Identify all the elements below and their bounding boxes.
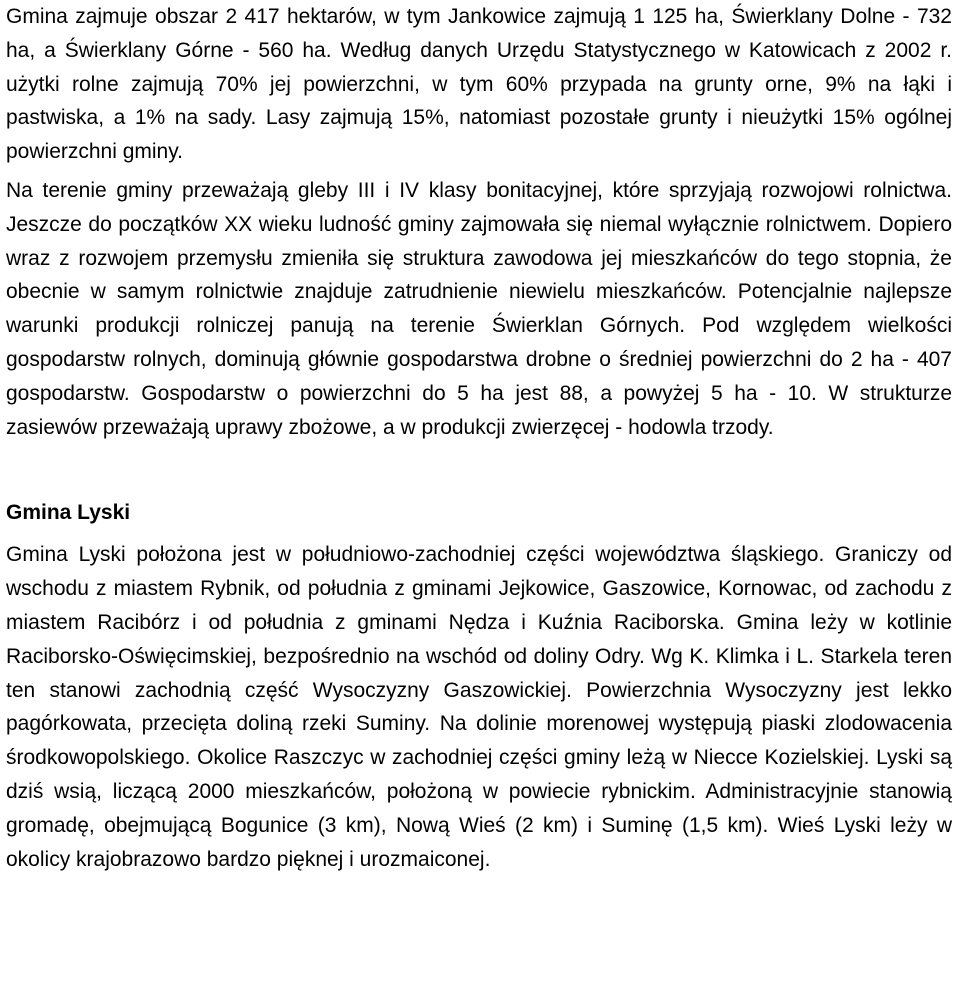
section-heading: Gmina Lyski bbox=[6, 501, 131, 525]
paragraph-agriculture: Na terenie gminy przeważają gleby III i IV klasy bonitacyjnej, które sprzyjają rozwojowi rolnictwa. Jeszcze do początków XX wieku ludność gminy zajmowała się niemal wyłącznie rolnictwem. Dopiero wraz z rozwojem przemysłu zmieniła się struktura zawodowa jej mieszkańców do tego stopnia, że obecnie w samym rolnictwie znajduje zatrudnienie niewielu mieszkańców. Potencjalnie najlepsze warunki produkcji rolniczej panują na terenie Świerklan Górnych. Pod względem wielkości gospodarstw rolnych, dominują głównie gospodarstwa drobne o średniej powierzchni do 2 ha - 407 gospodarstw. Gospodarstw o powierzchni do 5 ha jest 88, a powyżej 5 ha - 10. W strukturze zasiewów przeważają uprawy zbożowe, a w produkcji zwierzęcej - hodowla trzody. bbox=[6, 178, 952, 439]
paragraph-land-use: Gmina zajmuje obszar 2 417 hektarów, w tym Jankowice zajmują 1 125 ha, Świerklany Dolne - 732 ha, a Świerklany Górne - 560 ha. Według danych Urzędu Statystycznego w Katowicach z 2002 r. użytki rolne zajmują 70% jej powierzchni, w tym 60% przypada na grunty orne, 9% na łąki i pastwiska, a 1% na sady. Lasy zajmują 15%, natomiast pozostałe grunty i nieużytki 15% ogólnej powierzchni gminy. bbox=[6, 5, 952, 164]
document-page bbox=[6, 0, 952, 876]
paragraph-gmina-lyski: Gmina Lyski położona jest w południowo-zachodniej części województwa śląskiego. Graniczy od wschodu z miastem Rybnik, od południa z gminami Jejkowice, Gaszowice, Kornowac, od zachodu z miastem Racibórz i od południa z gminami Nędza i Kuźnia Raciborska. Gmina leży w kotlinie Raciborsko-Oświęcimskiej, bezpośrednio na wschód od doliny Odry. Wg K. Klimka i L. Starkela teren ten stanowi zachodnią część Wysoczyzny Gaszowickiej. Powierzchnia Wysoczyzny jest lekko pagórkowata, przecięta doliną rzeki Suminy. Na dolinie morenowej występują piaski zlodowacenia środkowopolskiego. Okolice Raszczyc w zachodniej części gminy leżą w Niecce Kozielskiej. Lyski są dziś wsią, liczącą 2000 mieszkańców, położoną w powiecie rybnickim. Administracyjnie stanowią gromadę, obejmującą Bogunice (3 km), Nową Wieś (2 km) i Suminę (1,5 km). Wieś Lyski leży w okolicy krajobrazowo bardzo pięknej i urozmaiconej. bbox=[6, 543, 952, 871]
